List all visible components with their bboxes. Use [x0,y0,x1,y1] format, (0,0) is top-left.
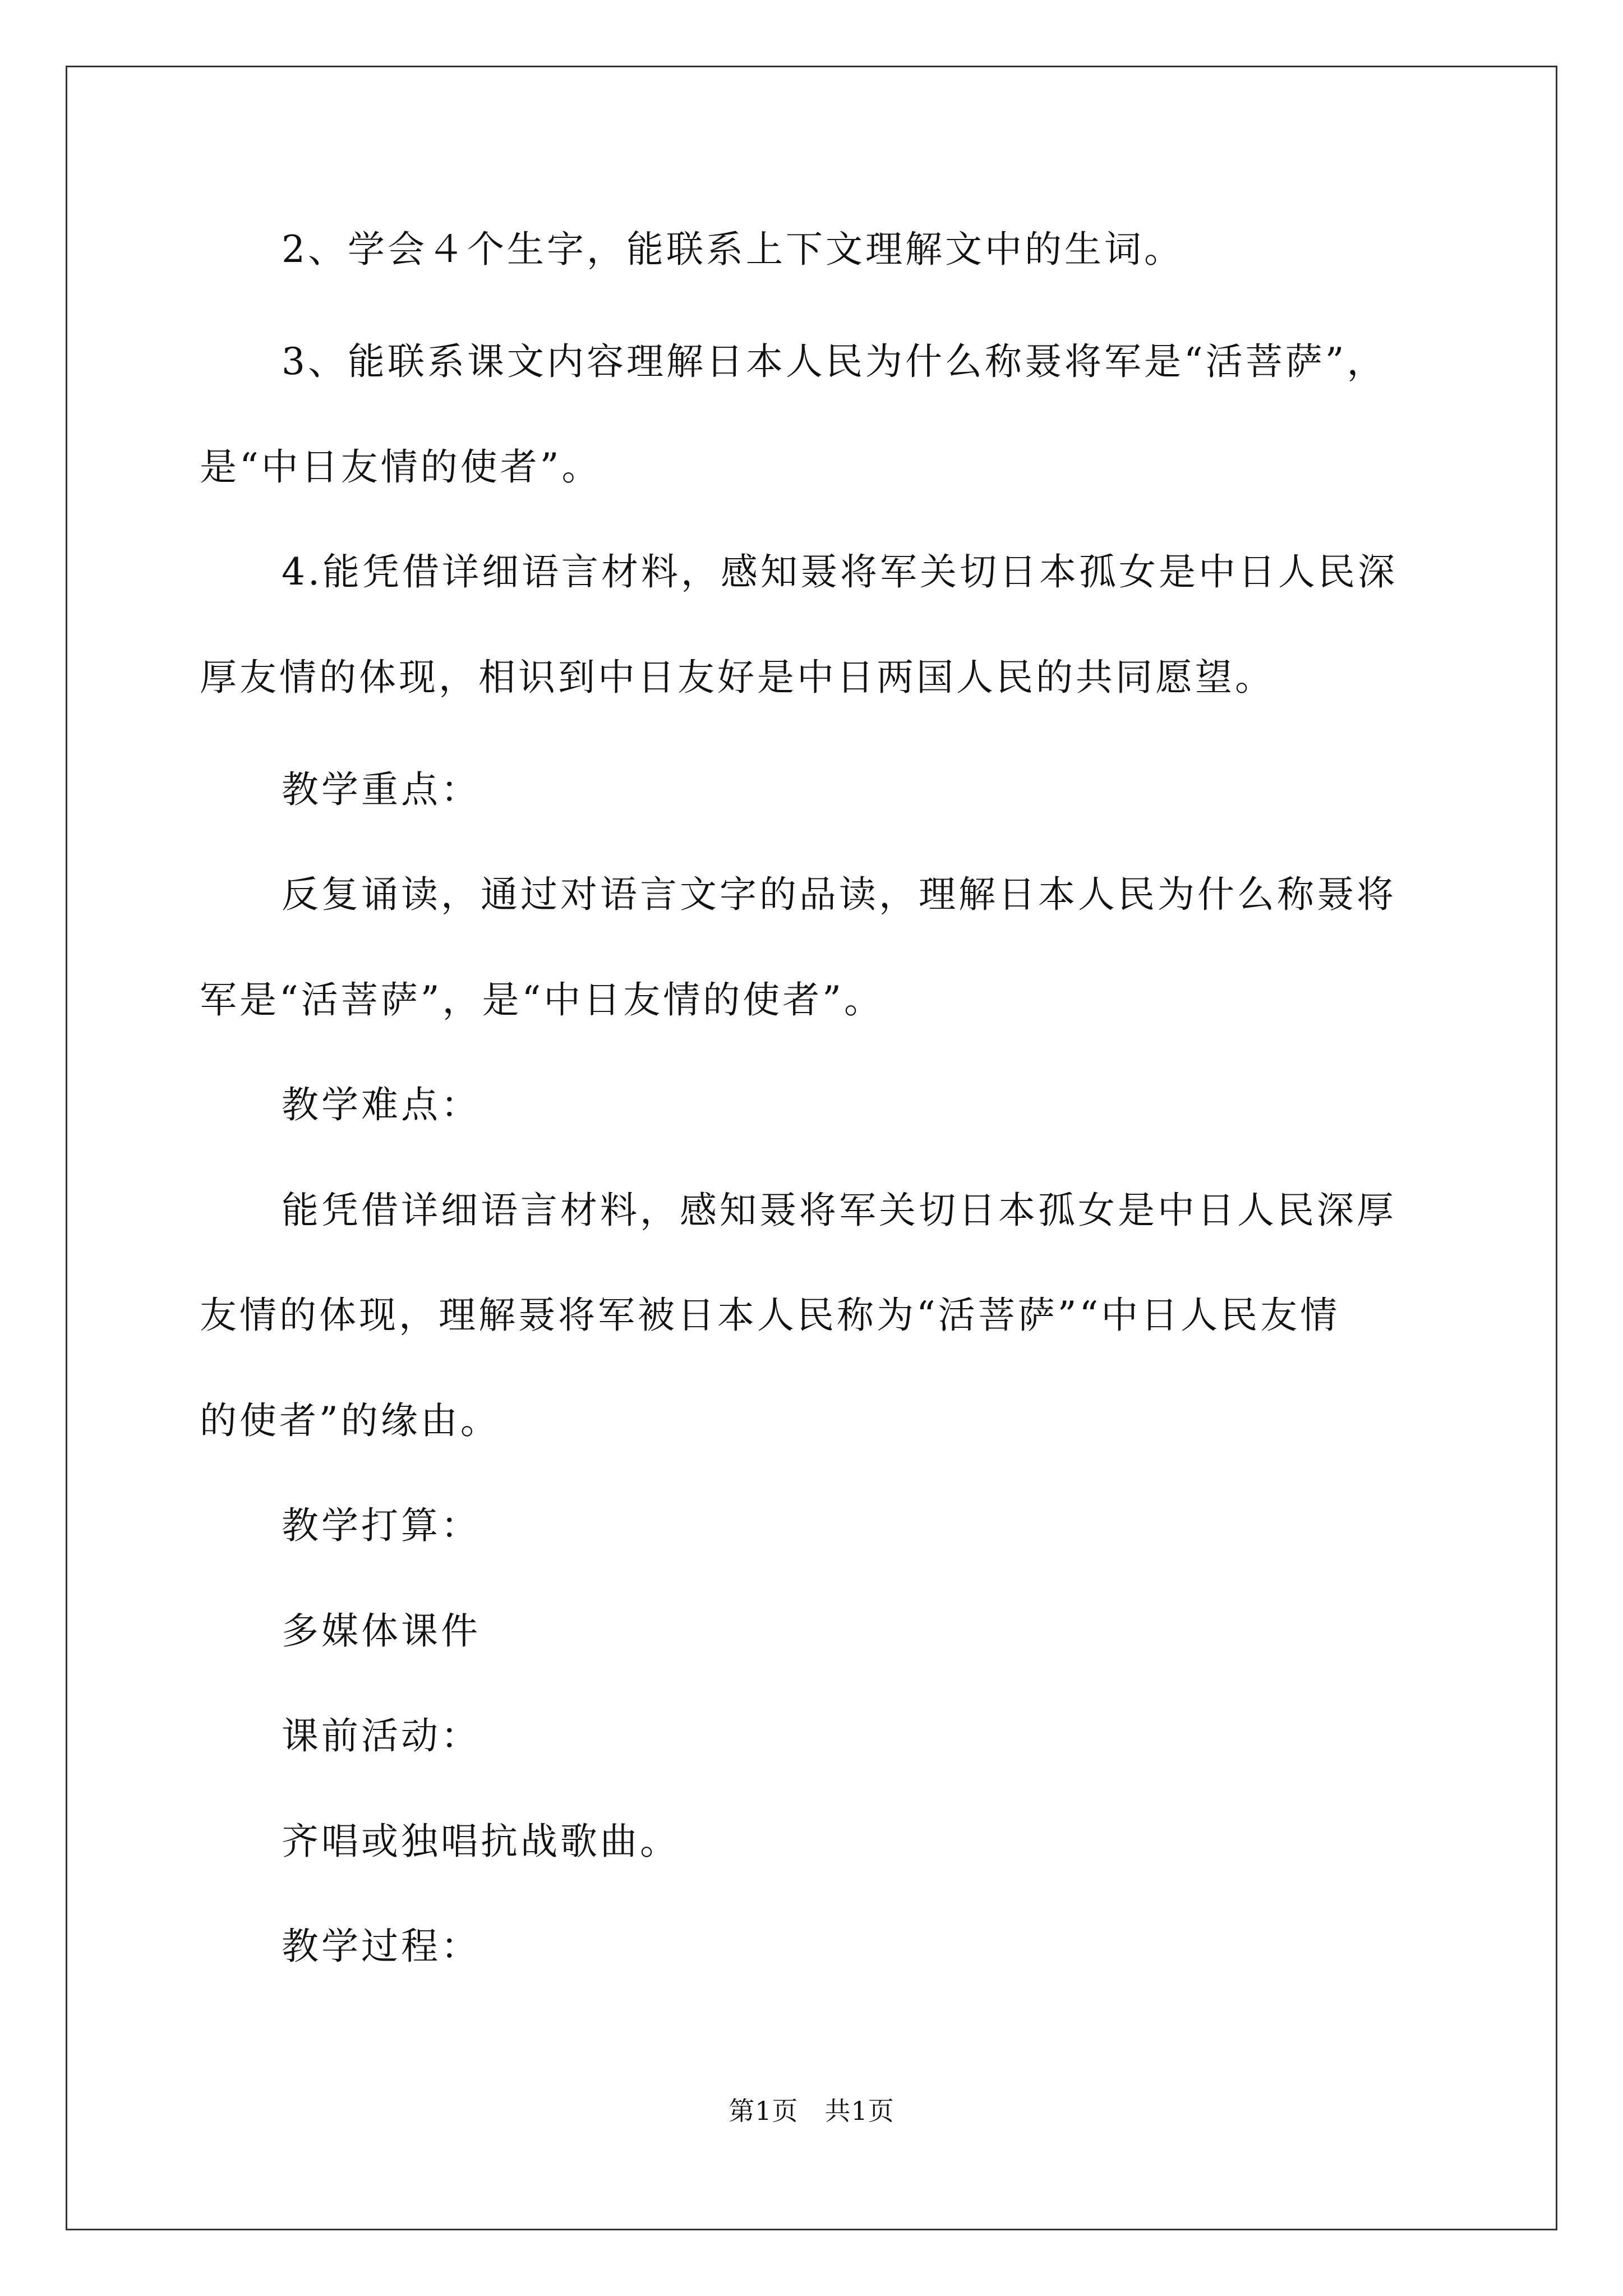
page-footer: 第1页 共1页 [728,2096,895,2126]
text-line: 3、能联系课文内容理解日本人民为什么称聂将军是“活菩萨”， [282,340,1387,383]
section-heading: 教学过程： [282,1925,481,1968]
text-line: 的使者”的缘由。 [200,1399,500,1442]
text-line: 反复诵读，通过对语言文字的品读，理解日本人民为什么称聂将 [282,873,1396,916]
text-line: 4.能凭借详细语言材料，感知聂将军关切日本孤女是中日人民深 [282,550,1398,593]
section-heading: 课前活动： [282,1714,481,1757]
text-line: 友情的体现，理解聂将军被日本人民称为“活菩萨”“中日人民友情 [200,1294,1340,1337]
text-line: 军是“活菩萨”，是“中日友情的使者”。 [200,978,884,1022]
text-line: 能凭借详细语言材料，感知聂将军关切日本孤女是中日人民深厚 [282,1189,1396,1232]
text-line: 齐唱或独唱抗战歌曲。 [282,1820,680,1863]
section-heading: 教学打算： [282,1504,481,1547]
text-line: 厚友情的体现，相识到中日友好是中日两国人民的共同愿望。 [200,656,1275,699]
text-line: 2、学会４个生字，能联系上下文理解文中的生词。 [282,228,1184,271]
page-frame [66,66,1557,2230]
text-line: 是“中日友情的使者”。 [200,445,602,489]
section-heading: 教学重点： [282,768,481,811]
section-heading: 教学难点： [282,1083,481,1126]
text-line: 多媒体课件 [282,1609,481,1653]
